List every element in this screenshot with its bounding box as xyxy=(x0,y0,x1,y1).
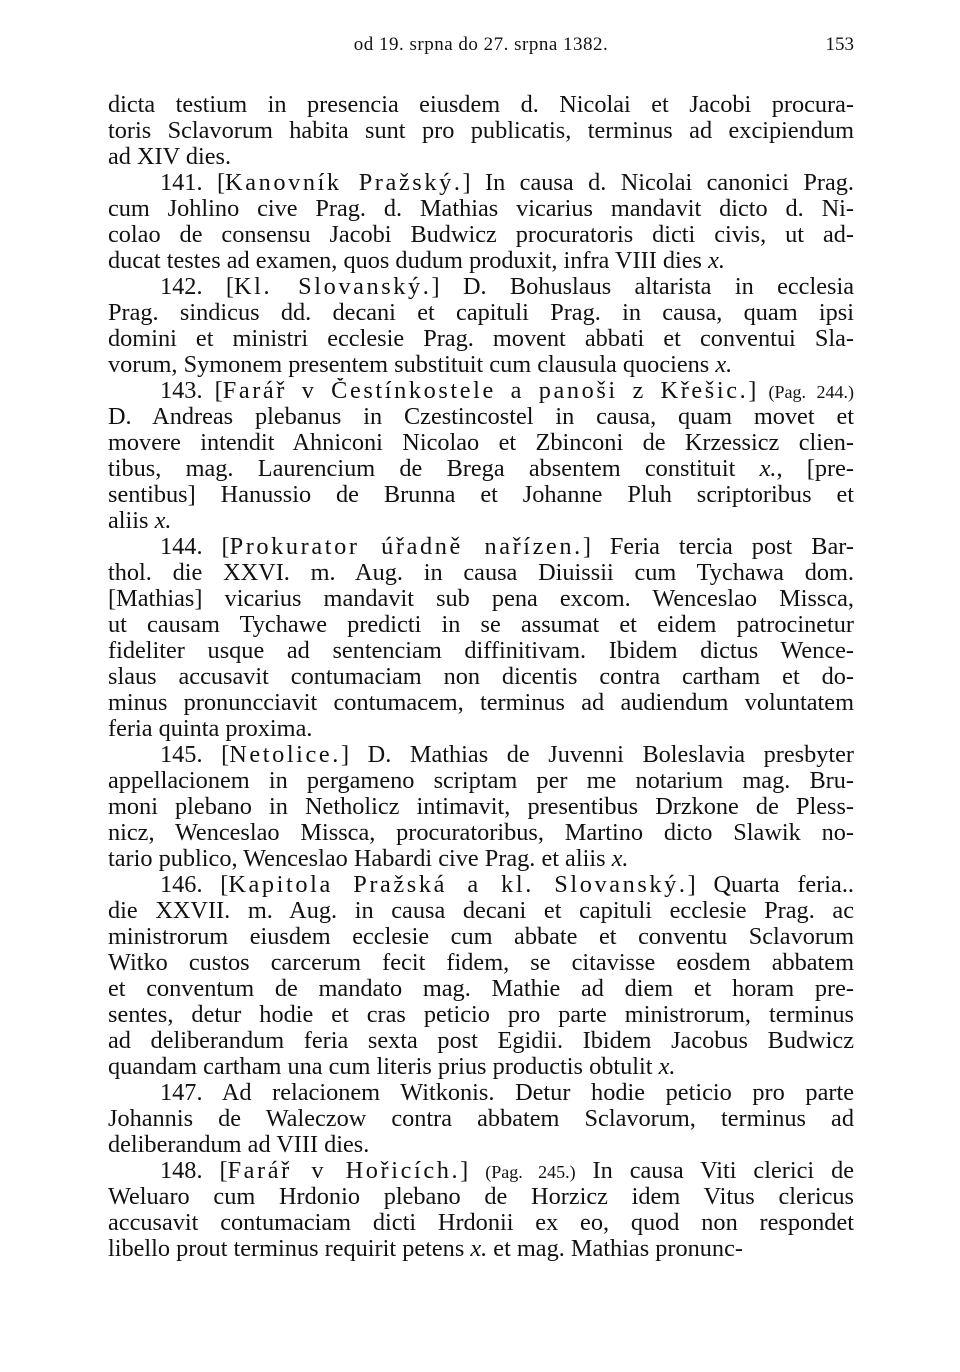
text-line xyxy=(108,742,854,768)
text-segment: accusavit contumaciam dicti Hrdonii ex eo, quod non respondet xyxy=(108,1210,854,1236)
text-line xyxy=(108,92,854,118)
text-segment: tario publico, Wenceslao Habardi cive Prag. et aliis xyxy=(108,846,612,872)
entry-heading: Farář v Čestínkostele a panoši z Křešic. xyxy=(222,378,749,404)
text-segment: In causa Viti clerici de xyxy=(575,1158,854,1184)
text-segment: ] xyxy=(748,378,769,404)
text-line xyxy=(108,1028,854,1054)
text-segment: x. xyxy=(759,456,777,482)
text-segment: colao de consensu Jacobi Budwicz procuratoris dicti civis, ut ad- xyxy=(108,222,854,248)
text-segment: ad XIV dies. xyxy=(108,144,232,170)
text-segment: x. xyxy=(470,1236,488,1262)
text-segment: ducat testes ad examen, quos dudum produxit, infra VIII dies xyxy=(108,248,709,274)
text-line xyxy=(108,976,854,1002)
text-line xyxy=(108,1080,854,1106)
text-segment: D. Andreas plebanus in Czestincostel in causa, quam movet et xyxy=(108,404,854,430)
text-line xyxy=(108,222,854,248)
text-segment: sentibus] Hanussio de Brunna et Johanne Pluh scriptoribus et xyxy=(108,482,854,508)
text-segment: x. xyxy=(154,508,172,534)
text-segment: vorum, Symonem presentem substituit cum clausula quociens xyxy=(108,352,716,378)
text-line xyxy=(108,378,854,404)
text-segment: ] Quarta feria.. xyxy=(687,872,854,898)
text-segment: movere intendit Ahniconi Nicolao et Zbinconi de Krzessicz clien- xyxy=(108,430,854,456)
text-line xyxy=(108,508,854,534)
running-header xyxy=(108,34,854,58)
text-line xyxy=(108,898,854,924)
text-segment: ] D. Mathias de Juvenni Boleslavia presbyter xyxy=(340,742,854,768)
text-segment: 142. [ xyxy=(160,274,234,300)
text-line xyxy=(108,300,854,326)
text-segment: 145. [ xyxy=(160,742,230,768)
text-segment: ] Feria tercia post Bar- xyxy=(582,534,854,560)
text-segment: 148. [ xyxy=(160,1158,228,1184)
text-line xyxy=(108,482,854,508)
text-line xyxy=(108,638,854,664)
text-line xyxy=(108,872,854,898)
text-segment: x. xyxy=(715,352,733,378)
text-line xyxy=(108,118,854,144)
text-line xyxy=(108,430,854,456)
entry-heading: Kanovník Pražský. xyxy=(225,170,463,196)
text-segment: nicz, Wenceslao Missca, procuratoribus, Martino dicto Slawik no- xyxy=(108,820,854,846)
text-segment: appellacionem in pergameno scriptam per me notarium mag. Bru- xyxy=(108,768,854,794)
text-segment: 143. [ xyxy=(160,378,223,404)
text-line xyxy=(108,352,854,378)
text-line xyxy=(108,1236,854,1262)
text-line xyxy=(108,768,854,794)
text-segment: minus pronuncciavit contumacem, terminus ad audiendum voluntatem xyxy=(108,690,854,716)
text-segment: 146. [ xyxy=(160,872,229,898)
text-line xyxy=(108,924,854,950)
entry-heading: Farář v Hořicích. xyxy=(227,1158,461,1184)
text-segment: , [pre- xyxy=(776,456,854,482)
text-segment: x. xyxy=(708,248,725,274)
text-line xyxy=(108,586,854,612)
text-segment: quandam cartham una cum literis prius productis obtulit xyxy=(108,1054,659,1080)
page-number: 153 xyxy=(825,34,854,55)
text-line xyxy=(108,1132,854,1158)
text-segment: libello prout terminus requirit petens xyxy=(108,1236,471,1262)
text-line xyxy=(108,456,854,482)
text-segment: ministrorum eiusdem ecclesie cum abbate et conventu Sclavorum xyxy=(108,924,854,950)
text-segment: Weluaro cum Hrdonio plebano de Horzicz idem Vitus clericus xyxy=(108,1184,854,1210)
text-segment: 147. Ad relacionem Witkonis. Detur hodie peticio pro parte xyxy=(160,1080,854,1106)
text-line xyxy=(108,846,854,872)
text-line xyxy=(108,950,854,976)
text-line xyxy=(108,534,854,560)
text-line xyxy=(108,612,854,638)
text-segment: domini et ministri ecclesie Prag. movent abbati et conventui Sla- xyxy=(108,326,854,352)
text-segment: ] xyxy=(460,1158,486,1184)
text-line xyxy=(108,1054,854,1080)
text-segment: moni plebano in Netholicz intimavit, presentibus Drzkone de Pless- xyxy=(108,794,854,820)
text-segment: et mag. Mathias pronunc- xyxy=(487,1236,743,1262)
text-line xyxy=(108,274,854,300)
text-segment: feria quinta proxima. xyxy=(108,716,313,742)
entry-heading: Kapitola Pražská a kl. Slovanský. xyxy=(228,872,688,898)
text-segment: fideliter usque ad sentenciam diffinitivam. Ibidem dictus Wence- xyxy=(108,638,854,664)
page-reference: (Pag. 245.) xyxy=(485,1162,576,1182)
text-segment: ad deliberandum feria sexta post Egidii. Ibidem Jacobus Budwicz xyxy=(108,1028,854,1054)
text-segment: ] D. Bohuslaus altarista in ecclesia xyxy=(431,274,854,300)
text-line xyxy=(108,716,854,742)
text-segment: thol. die XXVI. m. Aug. in causa Diuissii cum Tychawa dom. xyxy=(108,560,854,586)
text-line xyxy=(108,196,854,222)
text-line xyxy=(108,560,854,586)
text-segment: Prag. sindicus dd. decani et capituli Prag. in causa, quam ipsi xyxy=(108,300,854,326)
text-segment: slaus accusavit contumaciam non dicentis contra cartham et do- xyxy=(108,664,854,690)
text-line xyxy=(108,1106,854,1132)
text-segment: die XXVII. m. Aug. in causa decani et capituli ecclesie Prag. ac xyxy=(108,898,854,924)
body-text xyxy=(108,92,854,1262)
text-line xyxy=(108,248,854,274)
text-line xyxy=(108,170,854,196)
text-segment: aliis xyxy=(108,508,155,534)
text-segment: Johannis de Waleczow contra abbatem Sclavorum, terminus ad xyxy=(108,1106,854,1132)
text-line xyxy=(108,1158,854,1184)
page-reference: (Pag. 244.) xyxy=(768,382,854,402)
text-segment: toris Sclavorum habita sunt pro publicatis, terminus ad excipiendum xyxy=(108,118,854,144)
text-line xyxy=(108,820,854,846)
text-line xyxy=(108,1210,854,1236)
text-segment: x. xyxy=(658,1054,676,1080)
text-line xyxy=(108,326,854,352)
entry-heading: Kl. Slovanský. xyxy=(234,274,432,300)
text-line xyxy=(108,1184,854,1210)
running-title: od 19. srpna do 27. srpna 1382. xyxy=(353,34,609,55)
text-segment: 144. [ xyxy=(160,534,230,560)
text-segment: ] In causa d. Nicolai canonici Prag. xyxy=(462,170,854,196)
text-line xyxy=(108,690,854,716)
text-segment: deliberandum ad VIII dies. xyxy=(108,1132,370,1158)
text-line xyxy=(108,664,854,690)
text-segment: sentes, detur hodie et cras peticio pro parte ministrorum, terminus xyxy=(108,1002,854,1028)
text-segment: et conventum de mandato mag. Mathie ad diem et horam pre- xyxy=(108,976,854,1002)
text-segment: cum Johlino cive Prag. d. Mathias vicarius mandavit dicto d. Ni- xyxy=(108,196,854,222)
text-line xyxy=(108,404,854,430)
text-segment: 141. [ xyxy=(160,170,226,196)
text-line xyxy=(108,144,854,170)
text-segment: dicta testium in presencia eiusdem d. Nicolai et Jacobi procura- xyxy=(108,92,854,118)
text-line xyxy=(108,1002,854,1028)
text-segment: [Mathias] vicarius mandavit sub pena excom. Wenceslao Missca, xyxy=(108,586,854,612)
text-segment: Witko custos carcerum fecit fidem, se citavisse eosdem abbatem xyxy=(108,950,854,976)
text-segment: x. xyxy=(611,846,629,872)
text-segment: ut causam Tychawe predicti in se assumat et eidem patrocinetur xyxy=(108,612,854,638)
text-segment: tibus, mag. Laurencium de Brega absentem constituit xyxy=(108,456,760,482)
entry-heading: Prokurator úřadně nařízen. xyxy=(229,534,583,560)
entry-heading: Netolice. xyxy=(229,742,341,768)
text-line xyxy=(108,794,854,820)
